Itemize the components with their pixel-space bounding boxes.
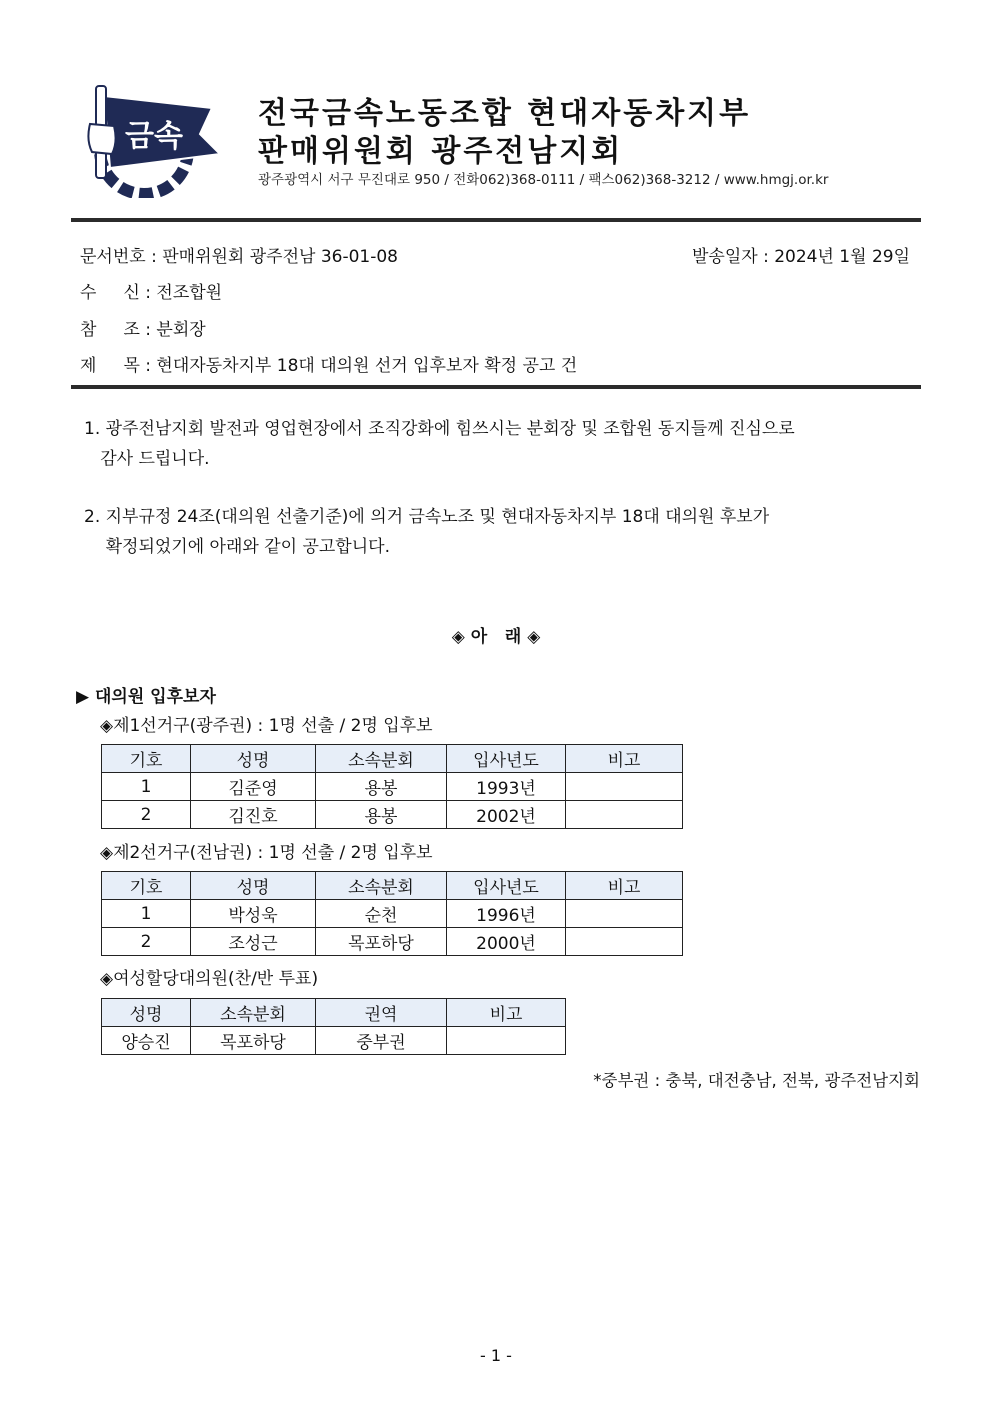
org-address: 광주광역시 서구 무진대로 950 / 전화062)368-0111 / 팩스062)368-3212 / www.hmgj.or.kr	[258, 172, 829, 188]
table-cell: 목포하당	[316, 928, 447, 956]
table-cell	[566, 773, 683, 801]
table-header-row	[102, 872, 683, 900]
table-cell: 양승진	[102, 1027, 191, 1055]
women-title: ◈여성할당대의원(찬/반 투표)	[100, 969, 319, 989]
page-number: - 1 -	[480, 1346, 512, 1365]
col-header: 소속분회	[316, 745, 447, 773]
col-header: 비고	[447, 999, 566, 1027]
header-divider-top	[71, 218, 921, 222]
logo-text: 금속	[125, 119, 183, 154]
women-table	[101, 998, 566, 1055]
table-cell: 1993년	[447, 773, 566, 801]
table-header-row	[102, 745, 683, 773]
subject: 제 목 : 현대자동차지부 18대 대의원 선거 입후보자 확정 공고 건	[80, 356, 578, 376]
col-header: 비고	[566, 745, 683, 773]
section-title: ▶ 대의원 입후보자	[76, 687, 216, 707]
table-cell: 용봉	[316, 801, 447, 829]
col-header: 기호	[102, 872, 191, 900]
table-cell: 1996년	[447, 900, 566, 928]
table-cell	[447, 1027, 566, 1055]
table-cell: 2	[102, 801, 191, 829]
table-row	[102, 900, 683, 928]
col-header: 성명	[191, 872, 316, 900]
table-cell: 2002년	[447, 801, 566, 829]
reference: 참 조 : 분회장	[80, 320, 206, 340]
table-row	[102, 928, 683, 956]
col-header: 성명	[102, 999, 191, 1027]
sent-date: 발송일자 : 2024년 1월 29일	[691, 247, 910, 267]
col-header: 입사년도	[447, 872, 566, 900]
paragraph-1-line-1: 1. 광주전남지회 발전과 영업현장에서 조직강화에 힘쓰시는 분회장 및 조합원 동지들께 진심으로	[84, 419, 795, 439]
district2-title: ◈제2선거구(전남권) : 1명 선출 / 2명 입후보	[100, 843, 433, 863]
paragraph-2-line-2: 확정되었기에 아래와 같이 공고합니다.	[84, 537, 390, 557]
footnote: *중부권 : 충북, 대전충남, 전북, 광주전남지회	[593, 1071, 920, 1090]
table-cell: 박성욱	[191, 900, 316, 928]
table-cell: 1	[102, 900, 191, 928]
col-header: 입사년도	[447, 745, 566, 773]
paragraph-1-line-2: 감사 드립니다.	[84, 449, 210, 469]
table-cell	[566, 928, 683, 956]
col-header: 권역	[316, 999, 447, 1027]
union-flag-fist-logo-icon	[82, 82, 224, 198]
table-cell: 김준영	[191, 773, 316, 801]
table-cell: 김진호	[191, 801, 316, 829]
recipient: 수 신 : 전조합원	[80, 283, 223, 303]
table-cell: 조성근	[191, 928, 316, 956]
table-cell: 목포하당	[191, 1027, 316, 1055]
table-cell: 중부권	[316, 1027, 447, 1055]
col-header: 소속분회	[316, 872, 447, 900]
col-header: 성명	[191, 745, 316, 773]
table-row	[102, 773, 683, 801]
table-row	[102, 801, 683, 829]
table-cell	[566, 900, 683, 928]
paragraph-2-line-1: 2. 지부규정 24조(대의원 선출기준)에 의거 금속노조 및 현대자동차지부 18대 대의원 후보가	[84, 507, 770, 527]
col-header: 소속분회	[191, 999, 316, 1027]
notice-title: ◈ 아 래 ◈	[451, 627, 541, 647]
col-header: 기호	[102, 745, 191, 773]
table-row	[102, 1027, 566, 1055]
table-cell: 용봉	[316, 773, 447, 801]
col-header: 비고	[566, 872, 683, 900]
table-cell: 2	[102, 928, 191, 956]
table-cell: 1	[102, 773, 191, 801]
table-header-row	[102, 999, 566, 1027]
union-logo	[82, 82, 224, 198]
district1-title: ◈제1선거구(광주권) : 1명 선출 / 2명 입후보	[100, 716, 433, 736]
org-name-line2: 판매위원회 광주전남지회	[258, 134, 624, 169]
district1-table	[101, 744, 683, 829]
org-name-line1: 전국금속노동조합 현대자동차지부	[258, 96, 752, 131]
district2-table	[101, 871, 683, 956]
table-cell: 2000년	[447, 928, 566, 956]
doc-number: 문서번호 : 판매위원회 광주전남 36-01-08	[80, 247, 398, 267]
header-divider-bottom	[71, 385, 921, 389]
table-cell	[566, 801, 683, 829]
table-cell: 순천	[316, 900, 447, 928]
